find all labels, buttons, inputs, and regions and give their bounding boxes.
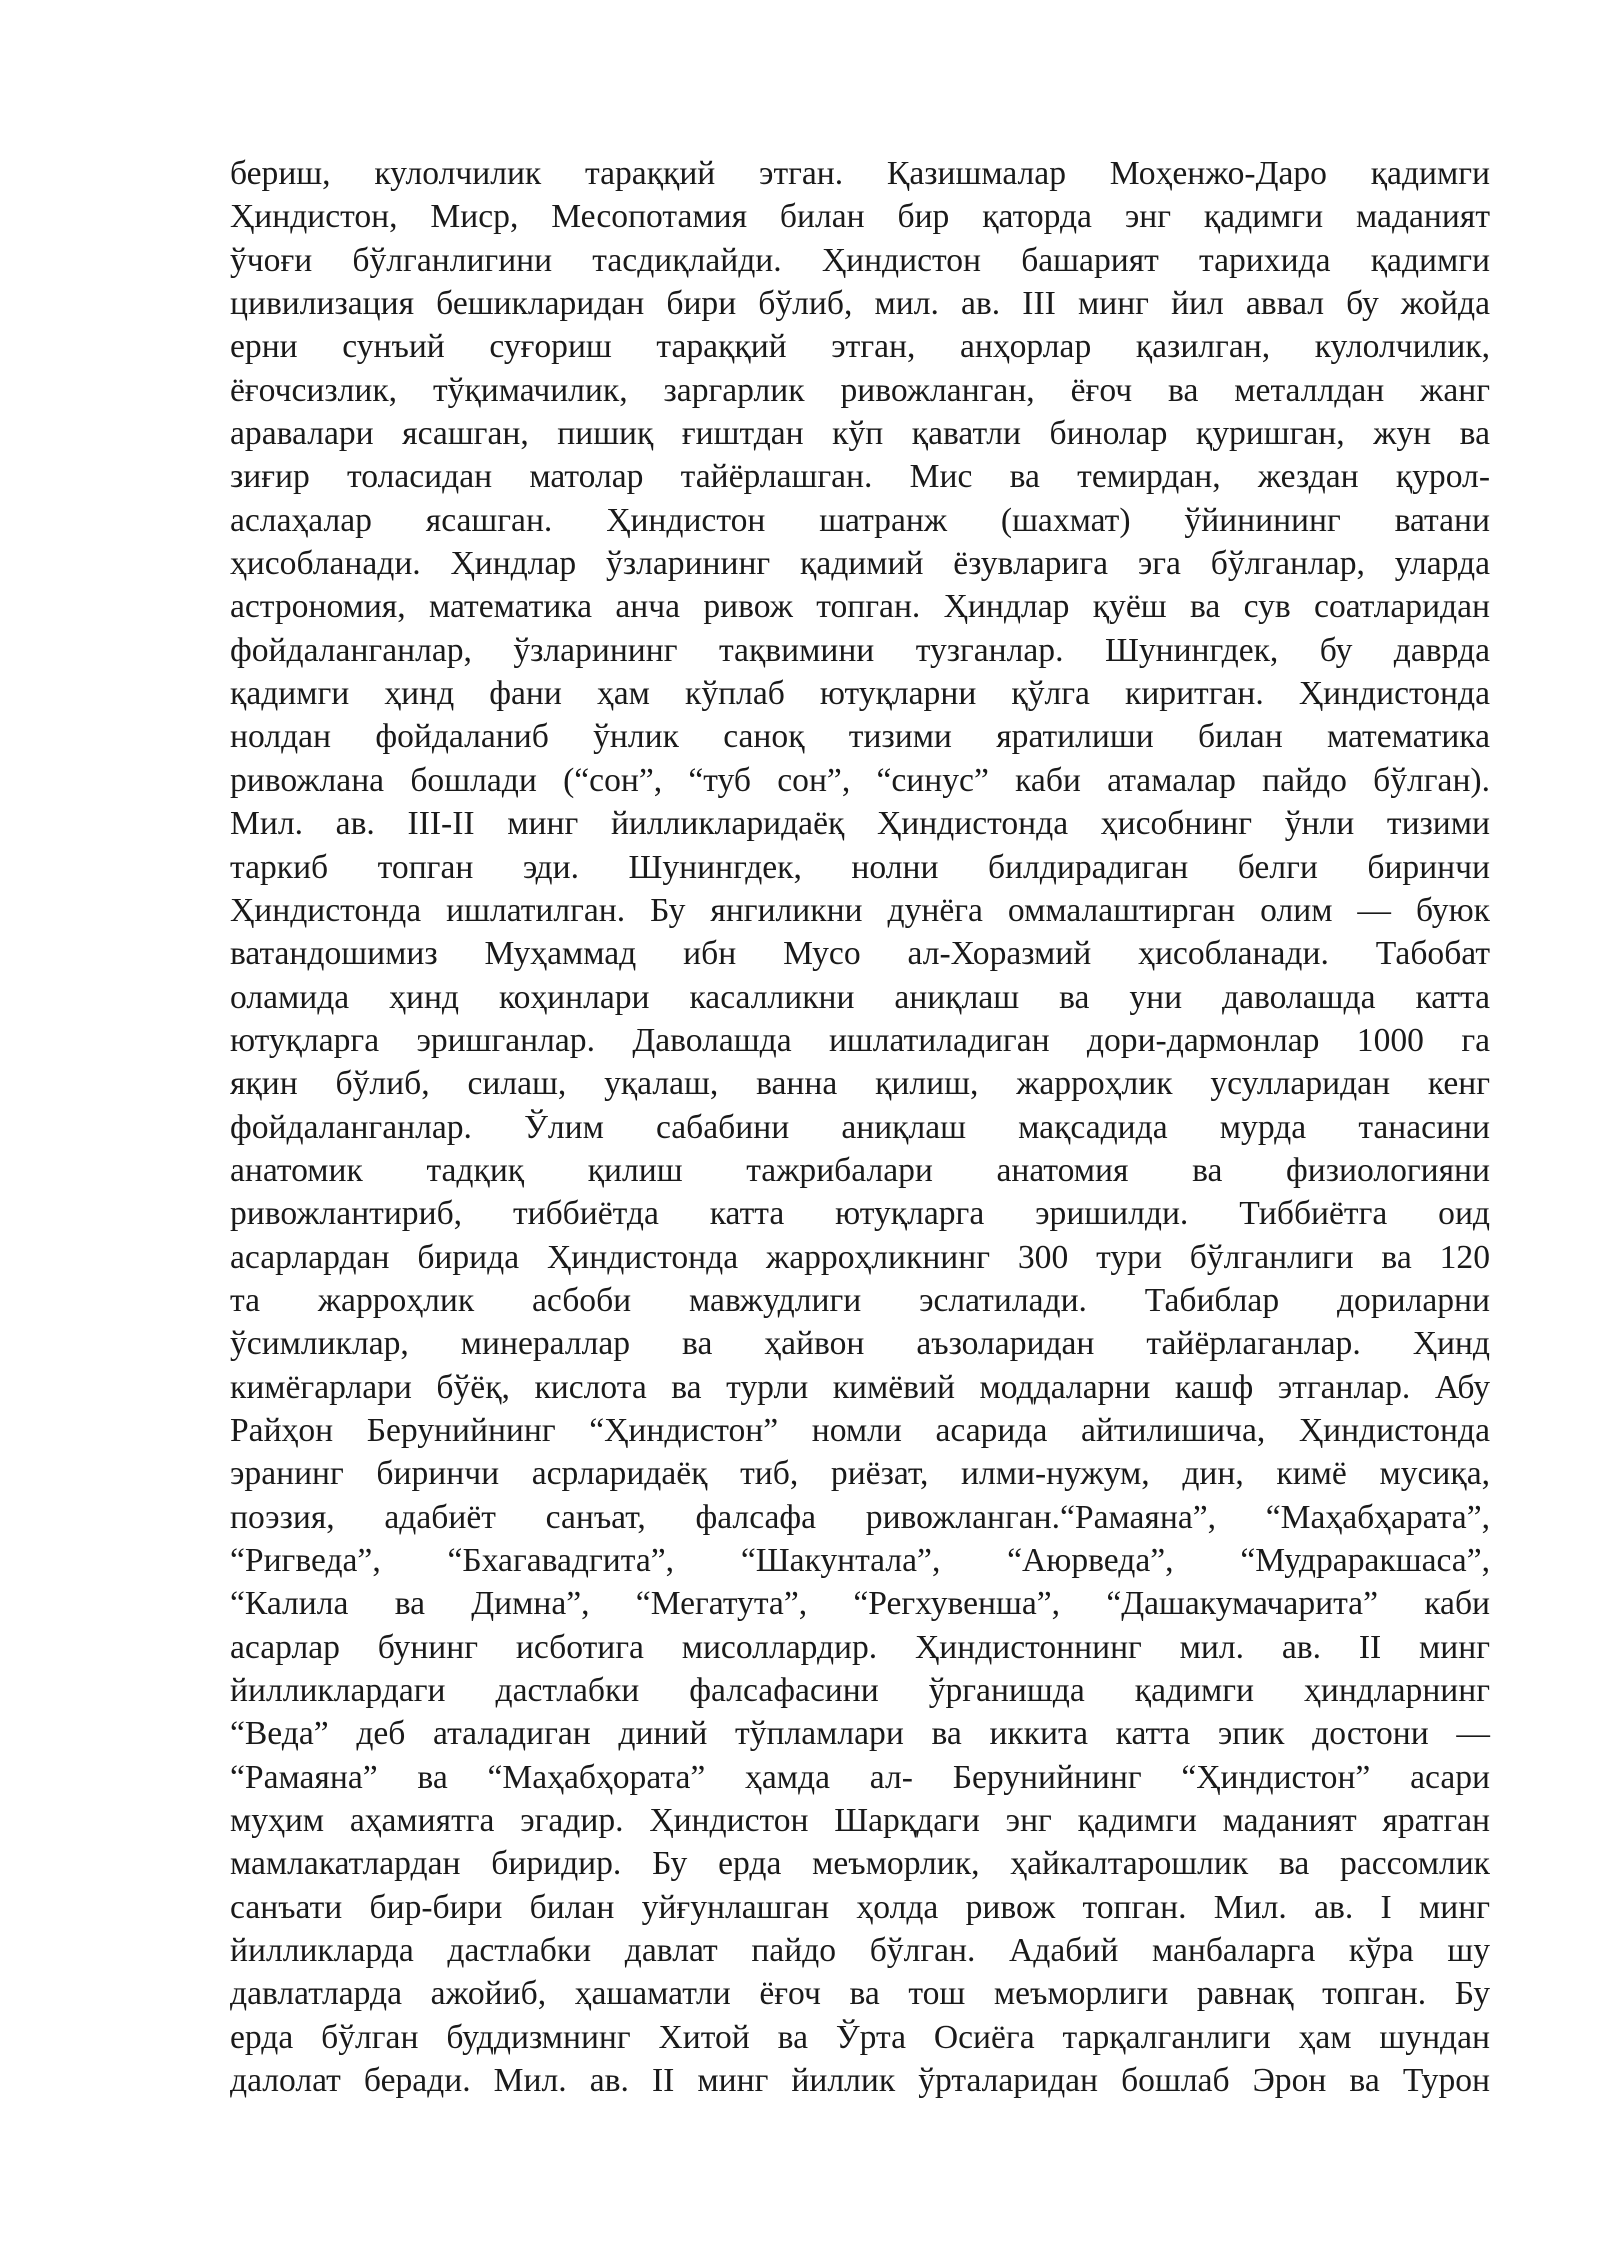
text-line: давлатларда ажойиб, ҳашаматли ёғоч ва тош меъморлиги равнақ топган. Бу [230, 1975, 1490, 2013]
text-line: йилликларда дастлабки давлат пайдо бўлган. Адабий манбаларга кўра шу [230, 1932, 1490, 1970]
text-line: поэзия, адабиёт санъат, фалсафа ривожланган.“Рамаяна”, “Маҳабҳарата”, [230, 1498, 1490, 1536]
text-line: ўсимликлар, минераллар ва ҳайвон аъзоларидан тайёрлаганлар. Ҳинд [230, 1325, 1490, 1363]
text-line: эранинг биринчи асрларидаёқ тиб, риёзат, илми-нужум, дин, кимё мусиқа, [230, 1455, 1490, 1493]
text-line: бериш, кулолчилик тараққий этган. Қазишмалар Моҳенжо-Даро қадимги [230, 155, 1490, 192]
text-line: оламида ҳинд коҳинлари касалликни аниқлаш ва уни даволашда катта [230, 978, 1490, 1016]
text-line: цивилизация бешикларидан бири бўлиб, мил. ав. III минг йил аввал бу жойда [230, 285, 1490, 323]
text-line: “Ригведа”, “Бхагавадгита”, “Шакунтала”, “Аюрведа”, “Мудраракшаса”, [230, 1542, 1490, 1579]
text-line: ҳисобланади. Ҳиндлар ўзларининг қадимий ёзувларига эга бўлганлар, уларда [230, 545, 1490, 583]
text-line: санъати бир-бири билан уйғунлашган ҳолда ривож топган. Мил. ав. I минг [230, 1888, 1490, 1926]
text-line: мамлакатлардан биридир. Бу ерда меъморлик, ҳайкалтарошлик ва рассомлик [230, 1845, 1490, 1883]
body-paragraph [230, 152, 1490, 2102]
text-line: асарлар бунинг исботига мисоллардир. Ҳиндистоннинг мил. ав. II минг [230, 1628, 1490, 1666]
text-line: аслаҳалар ясашган. Ҳиндистон шатранж (шахмат) ўйинининг ватани [230, 501, 1490, 539]
text-line: “Калила ва Димна”, “Мегатута”, “Регхувенша”, “Дашакумачарита” каби [230, 1585, 1490, 1623]
text-line: ривожлана бошлади (“сон”, “туб сон”, “синус” каби атамалар пайдо бўлган). [230, 761, 1490, 799]
text-line: қадимги ҳинд фани ҳам кўплаб ютуқларни қўлга киритган. Ҳиндистонда [230, 675, 1490, 713]
text-line: нолдан фойдаланиб ўнлик саноқ тизими яратилиши билан математика [230, 718, 1490, 756]
text-line: ўчоғи бўлганлигини тасдиқлайди. Ҳиндистон башарият тарихида қадимги [230, 241, 1490, 279]
text-line: Райҳон Берунийнинг “Ҳиндистон” номли асарида айтилишича, Ҳиндистонда [230, 1411, 1490, 1449]
text-line: далолат беради. Мил. ав. II минг йиллик ўрталаридан бошлаб Эрон ва Турон [230, 2062, 1490, 2100]
text-line: ёғочсизлик, тўқимачилик, заргарлик ривожланган, ёғоч ва металлдан жанг [230, 371, 1490, 409]
text-line: анатомик тадқиқ қилиш тажрибалари анатомия ва физиологияни [230, 1151, 1490, 1189]
text-line: Ҳиндистон, Миср, Месопотамия билан бир қаторда энг қадимги маданият [230, 198, 1490, 236]
text-line: астрономия, математика анча ривож топган. Ҳиндлар қуёш ва сув соатларидан [230, 588, 1490, 626]
text-line: ватандошимиз Муҳаммад ибн Мусо ал-Хоразмий ҳисобланади. Табобат [230, 935, 1490, 973]
text-line: ерда бўлган буддизмнинг Хитой ва Ўрта Осиёга тарқалганлиги ҳам шундан [230, 2018, 1490, 2056]
text-line: “Рамаяна” ва “Маҳабҳората” ҳамда ал- Берунийнинг “Ҳиндистон” асари [230, 1758, 1490, 1796]
text-line: фойдаланганлар, ўзларининг тақвимини тузганлар. Шунингдек, бу даврда [230, 631, 1490, 669]
text-line: кимёгарлари бўёқ, кислота ва турли кимёвий моддаларни кашф этганлар. Абу [230, 1368, 1490, 1406]
text-line: “Веда” деб аталадиган диний тўпламлари ва иккита катта эпик достони — [230, 1715, 1490, 1753]
text-line: муҳим аҳамиятга эгадир. Ҳиндистон Шарқдаги энг қадимги маданият яратган [230, 1802, 1490, 1840]
text-line: Мил. ав. III-II минг йилликларидаёқ Ҳиндистонда ҳисобнинг ўнли тизими [230, 805, 1490, 843]
text-line: ютуқларга эришганлар. Даволашда ишлатиладиган дори-дармонлар 1000 га [230, 1021, 1490, 1059]
text-line: таркиб топган эди. Шунингдек, нолни билдирадиган белги биринчи [230, 848, 1490, 886]
text-line: та жарроҳлик асбоби мавжудлиги эслатилади. Табиблар дориларни [230, 1281, 1490, 1319]
text-line: Ҳиндистонда ишлатилган. Бу янгиликни дунёга оммалаштирган олим — буюк [230, 891, 1490, 929]
text-line: аравалари ясашган, пишиқ ғиштдан кўп қаватли бинолар қуришган, жун ва [230, 415, 1490, 453]
text-line: йилликлардаги дастлабки фалсафасини ўрганишда қадимги ҳиндларнинг [230, 1672, 1490, 1710]
text-line: зиғир толасидан матолар тайёрлашган. Мис ва темирдан, жездан қурол- [230, 458, 1490, 496]
text-line: ерни сунъий суғориш тараққий этган, анҳорлар қазилган, кулолчилик, [230, 328, 1490, 366]
text-line: фойдаланганлар. Ўлим сабабини аниқлаш мақсадида мурда танасини [230, 1108, 1490, 1146]
text-line: асарлардан бирида Ҳиндистонда жарроҳликнинг 300 тури бўлганлиги ва 120 [230, 1238, 1490, 1276]
text-line: ривожлантириб, тиббиётда катта ютуқларга эришилди. Тиббиётга оид [230, 1195, 1490, 1233]
text-line: яқин бўлиб, силаш, уқалаш, ванна қилиш, жарроҳлик усулларидан кенг [230, 1065, 1490, 1103]
